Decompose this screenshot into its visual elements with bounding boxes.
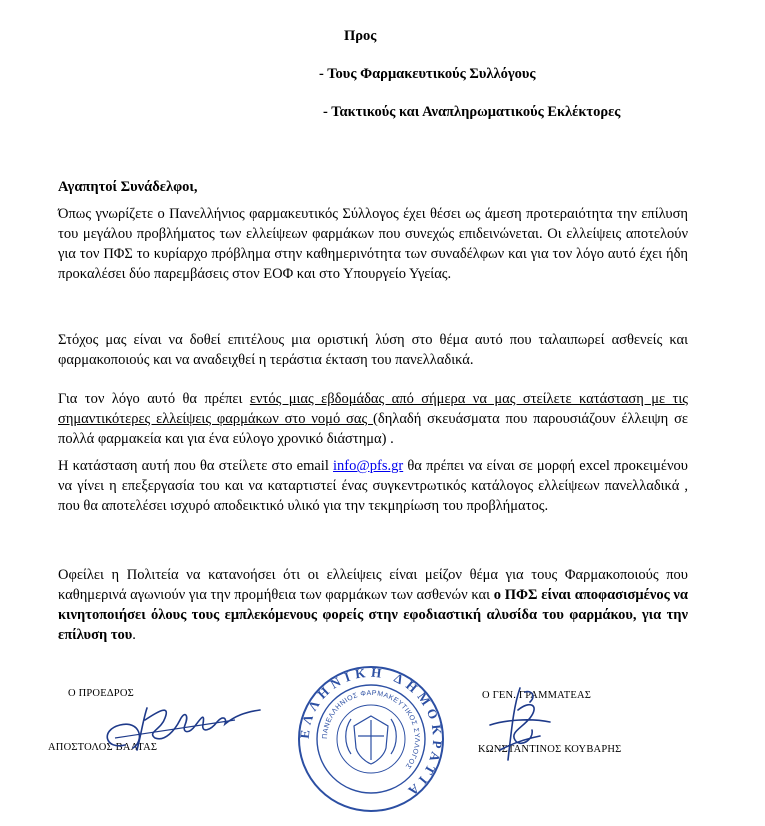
paragraph-3-underlined: εντός μιας εβδομάδας από σήμερα να μας στείλετε κατάσταση με τις σημαντικότερες ελλείψεις φαρμάκων στο νομό σας bbox=[58, 391, 689, 427]
paragraph-4-start: Η κατάσταση αυτή που θα στείλετε στο email bbox=[58, 458, 334, 474]
paragraph-3-end: (δηλαδή σκευάσματα που παρουσιάζουν έλλειψη σε πολλά φαρμακεία και για ένα εύλογο χρονικό διάστημα) . bbox=[58, 411, 688, 447]
email-link[interactable]: info@pfs.gr bbox=[333, 458, 404, 474]
paragraph-5-start: Οφείλει η Πολιτεία να κατανοήσει ότι οι ελλείψεις είναι μείζον θέμα για τους Φαρμακοποιούς που καθημερινά αγωνιούν για την προμήθεια των φαρμάκων των ασθενών και bbox=[58, 567, 688, 603]
paragraph-5 bbox=[58, 565, 688, 645]
president-title: Ο ΠΡΟΕΔΡΟΣ bbox=[68, 688, 134, 699]
recipient-line-associations: - Τους Φαρμακευτικούς Συλλόγους bbox=[319, 66, 536, 82]
secretary-title: Ο ΓΕΝ. ΓΡΑΜΜΑΤΕΑΣ bbox=[482, 690, 592, 701]
seal-outer-text: ΕΛΛΗΝΙΚΗ ΔΗΜΟΚΡΑΤΙΑ bbox=[296, 664, 446, 802]
paragraph-5-bold: ο ΠΦΣ είναι αποφασισμένος να κινητοποιήσει όλους τους εμπλεκόμενους φορείς στην εφοδιαστική αλυσίδα του φαρμάκου, για την επίλυση του bbox=[58, 587, 688, 643]
paragraph-4 bbox=[58, 456, 688, 516]
recipient-line-electors: - Τακτικούς και Αναπληρωματικούς Εκλέκτορες bbox=[323, 104, 621, 120]
association-seal bbox=[296, 664, 446, 814]
seal-inner-text: ΠΑΝΕΛΛΗΝΙΟΣ ΦΑΡΜΑΚΕΥΤΙΚΟΣ ΣΥΛΛΟΓΟΣ bbox=[321, 689, 421, 770]
paragraph-1: Όπως γνωρίζετε ο Πανελλήνιος φαρμακευτικός Σύλλογος έχει θέσει ως άμεση προτεραιότητα την επίλυση του μεγάλου προβλήματος των ελλείψεων φαρμάκων που συνεχώς επιδεινώνεται. Οι ελλείψεις αποτελούν για τον ΠΦΣ το κυρίαρχο πρόβλημα στην καθημερινότητα των συναδέλφων και για τον λόγο αυτό έχει ήδη προκαλέσει δύο παρεμβάσεις στον ΕΟΦ και στο Υπουργείο Υγείας. bbox=[58, 206, 688, 282]
president-name: ΑΠΟΣΤΟΛΟΣ ΒΑΛΤΑΣ bbox=[48, 742, 158, 753]
secretary-signature bbox=[470, 680, 580, 770]
paragraph-3 bbox=[58, 389, 688, 449]
recipients-heading: Προς bbox=[344, 28, 377, 44]
president-signature bbox=[85, 690, 285, 760]
paragraph-5-end: . bbox=[132, 627, 136, 643]
greeting: Αγαπητοί Συνάδελφοι, bbox=[58, 179, 198, 195]
paragraph-4-end: θα πρέπει να είναι σε μορφή excel προκειμένου να γίνει η επεξεργασία του και να καταρτιστεί ένας συγκεντρωτικός κατάλογος ελλείψεων πανελλαδικά , που θα αποτελέσει ισχυρό αποδεικτικό υλικό για την τεκμηρίωση του προβλήματος. bbox=[58, 458, 688, 514]
seal-emblem-icon bbox=[346, 716, 397, 764]
secretary-name: ΚΩΝΣΤΑΝΤΙΝΟΣ ΚΟΥΒΑΡΗΣ bbox=[478, 744, 622, 755]
paragraph-2: Στόχος μας είναι να δοθεί επιτέλους μια οριστική λύση στο θέμα αυτό που ταλαιπωρεί ασθενείς και φαρμακοποιούς και να αναδειχθεί η τεράστια έκταση του πανελλαδικά. bbox=[58, 332, 688, 368]
paragraph-3-start: Για τον λόγο αυτό θα πρέπει bbox=[58, 391, 250, 407]
